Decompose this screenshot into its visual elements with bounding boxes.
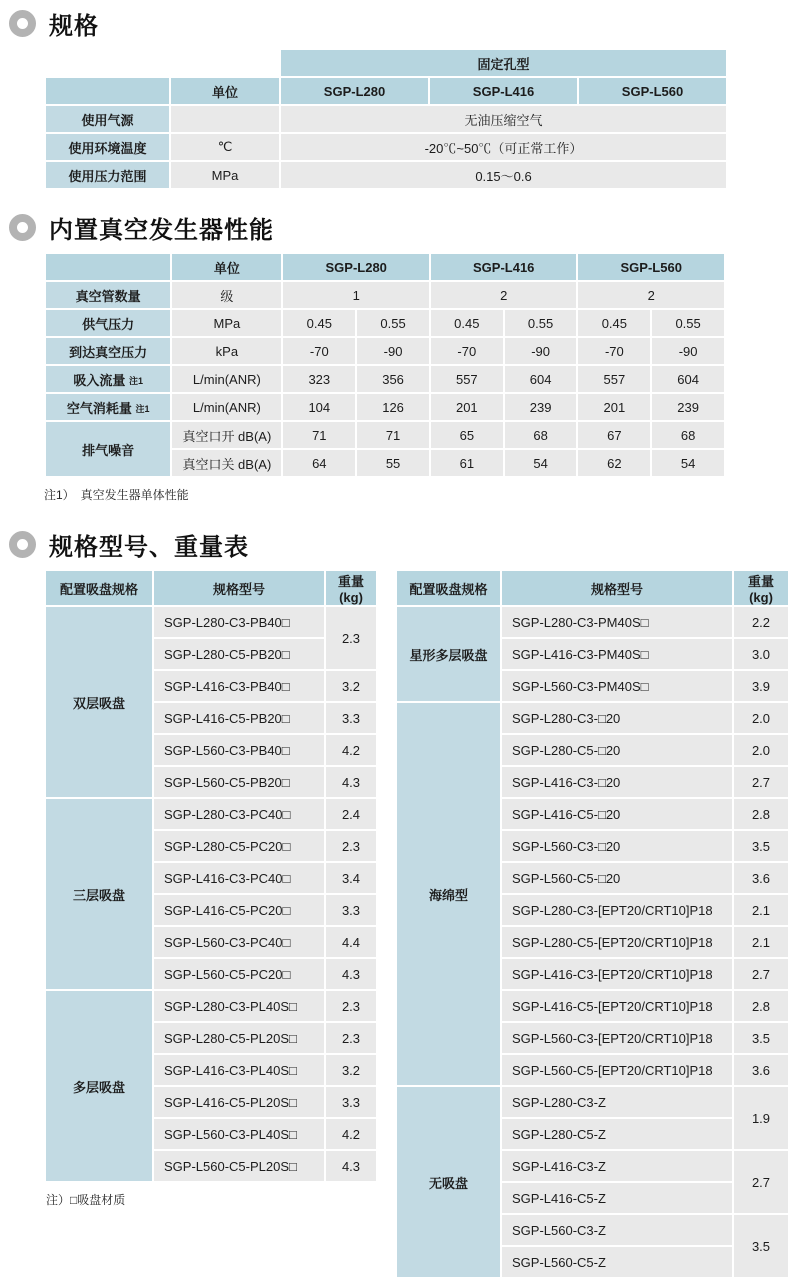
ring-icon: [9, 10, 36, 37]
weight-cell: 2.3: [326, 991, 376, 1021]
unit-cell: 级: [172, 282, 281, 308]
row-label: 使用环境温度: [46, 134, 169, 160]
table-row: [397, 703, 788, 733]
group-cell: 星形多层吸盘: [397, 607, 500, 701]
column-header-model: SGP-L560: [579, 78, 726, 104]
model-cell: SGP-L280-C5-[EPT20/CRT10]P18: [502, 927, 732, 957]
footnote-marker: 注1: [135, 403, 150, 414]
group-cell: 无吸盘: [397, 1087, 500, 1277]
column-header-model: SGP-L280: [281, 78, 428, 104]
weight-cell: 3.3: [326, 895, 376, 925]
column-header-model: 规格型号: [502, 571, 732, 605]
model-cell: SGP-L560-C5-[EPT20/CRT10]P18: [502, 1055, 732, 1085]
section-weight-header: [9, 527, 800, 562]
unit-cell: kPa: [172, 338, 281, 364]
weight-cell: 4.2: [326, 735, 376, 765]
weight-cell: 3.0: [734, 639, 788, 669]
model-cell: SGP-L560-C5-□20: [502, 863, 732, 893]
value-cell: 126: [357, 394, 429, 420]
model-cell: SGP-L280-C3-[EPT20/CRT10]P18: [502, 895, 732, 925]
table-row: [46, 106, 726, 132]
weight-cell: 2.1: [734, 895, 788, 925]
table-row: [46, 310, 724, 336]
model-cell: SGP-L416-C3-PL40S□: [154, 1055, 324, 1085]
table-row: [46, 991, 376, 1021]
value-cell: 104: [283, 394, 355, 420]
column-header-model: SGP-L416: [430, 78, 577, 104]
model-cell: SGP-L280-C3-PB40□: [154, 607, 324, 637]
weight-cell: 4.4: [326, 927, 376, 957]
model-cell: SGP-L560-C5-PB20□: [154, 767, 324, 797]
model-cell: SGP-L280-C5-PB20□: [154, 639, 324, 669]
group-cell: 三层吸盘: [46, 799, 152, 989]
model-cell: SGP-L280-C3-PC40□: [154, 799, 324, 829]
value-cell: 71: [357, 422, 429, 448]
weight-cell: 2.1: [734, 927, 788, 957]
value-cell: 55: [357, 450, 429, 476]
value-cell: 54: [652, 450, 724, 476]
unit-cell: 真空口关 dB(A): [172, 450, 281, 476]
weight-cell: 4.3: [326, 959, 376, 989]
weight-cell: 3.5: [734, 1023, 788, 1053]
weight-cell: 2.2: [734, 607, 788, 637]
page-title: 规格: [49, 13, 99, 40]
weight-cell: 2.8: [734, 799, 788, 829]
column-header-pad: 配置吸盘规格: [46, 571, 152, 605]
value-cell: 0.15～0.6: [281, 162, 726, 188]
model-cell: SGP-L416-C3-PB40□: [154, 671, 324, 701]
model-cell: SGP-L416-C3-[EPT20/CRT10]P18: [502, 959, 732, 989]
group-cell: 海绵型: [397, 703, 500, 1085]
weight-cell: 3.5: [734, 1215, 788, 1277]
row-label: 使用压力范围: [46, 162, 169, 188]
fixed-orifice-banner: 固定孔型: [281, 50, 726, 76]
model-cell: SGP-L560-C3-□20: [502, 831, 732, 861]
weight-cell: 4.3: [326, 767, 376, 797]
unit-cell: L/min(ANR): [172, 366, 281, 392]
value-cell: 0.45: [578, 310, 650, 336]
column-header-pad: 配置吸盘规格: [397, 571, 500, 605]
table-row: [46, 338, 724, 364]
model-cell: SGP-L416-C5-Z: [502, 1183, 732, 1213]
model-cell: SGP-L560-C3-Z: [502, 1215, 732, 1245]
table-row: [46, 50, 726, 76]
value-cell: 68: [652, 422, 724, 448]
table-row: [46, 162, 726, 188]
weight-cell: 3.6: [734, 863, 788, 893]
table-row: [46, 254, 724, 280]
row-label: 到达真空压力: [46, 338, 170, 364]
value-cell: 323: [283, 366, 355, 392]
model-cell: SGP-L560-C5-Z: [502, 1247, 732, 1277]
weight-cell: 2.3: [326, 831, 376, 861]
model-cell: SGP-L416-C3-Z: [502, 1151, 732, 1181]
column-header-unit: 单位: [171, 78, 279, 104]
row-label: 供气压力: [46, 310, 170, 336]
weight-cell: 2.8: [734, 991, 788, 1021]
row-label: 使用气源: [46, 106, 169, 132]
value-cell: 1: [283, 282, 429, 308]
value-cell: 604: [652, 366, 724, 392]
unit-cell: ℃: [171, 134, 279, 160]
value-cell: -70: [431, 338, 503, 364]
weight-cell: 3.5: [734, 831, 788, 861]
table-row: [46, 394, 724, 420]
model-cell: SGP-L280-C5-Z: [502, 1119, 732, 1149]
weight-cell: 3.3: [326, 703, 376, 733]
model-cell: SGP-L280-C5-PL20S□: [154, 1023, 324, 1053]
model-cell: SGP-L416-C5-PL20S□: [154, 1087, 324, 1117]
model-cell: SGP-L280-C3-Z: [502, 1087, 732, 1117]
weight-cell: 4.3: [326, 1151, 376, 1181]
column-header-unit: 单位: [172, 254, 281, 280]
model-cell: SGP-L560-C3-[EPT20/CRT10]P18: [502, 1023, 732, 1053]
unit-cell: MPa: [171, 162, 279, 188]
table-row: [46, 571, 376, 605]
weight-cell: 1.9: [734, 1087, 788, 1149]
value-cell: 67: [578, 422, 650, 448]
table-row: [397, 607, 788, 637]
material-footnote: 注）□吸盘材质: [46, 1193, 126, 1207]
spec-table: [44, 48, 728, 190]
row-label: 排气噪音: [46, 422, 170, 476]
value-cell: 62: [578, 450, 650, 476]
value-cell: 201: [431, 394, 503, 420]
model-cell: SGP-L280-C5-□20: [502, 735, 732, 765]
unit-cell: L/min(ANR): [172, 394, 281, 420]
table-row: [397, 1087, 788, 1117]
weight-table-right: [395, 569, 790, 1279]
value-cell: -20℃~50℃（可正常工作）: [281, 134, 726, 160]
column-header-weight: 重量(kg): [326, 571, 376, 605]
value-cell: 61: [431, 450, 503, 476]
model-cell: SGP-L560-C5-PC20□: [154, 959, 324, 989]
table-row: [397, 571, 788, 605]
model-cell: SGP-L416-C3-□20: [502, 767, 732, 797]
value-cell: 0.45: [283, 310, 355, 336]
model-cell: SGP-L416-C3-PM40S□: [502, 639, 732, 669]
value-cell: 2: [431, 282, 577, 308]
value-cell: 0.55: [652, 310, 724, 336]
row-label: [46, 366, 170, 392]
unit-cell: 真空口开 dB(A): [172, 422, 281, 448]
weight-cell: 3.3: [326, 1087, 376, 1117]
model-cell: SGP-L416-C5-[EPT20/CRT10]P18: [502, 991, 732, 1021]
value-cell: 0.55: [505, 310, 577, 336]
row-label-text: 空气消耗量: [66, 400, 132, 416]
performance-footnote: 注1） 真空发生器单体性能: [44, 488, 189, 502]
ring-icon: [9, 214, 36, 241]
value-cell: 239: [652, 394, 724, 420]
table-row: [46, 799, 376, 829]
weight-cell: 3.9: [734, 671, 788, 701]
value-cell: 无油压缩空气: [281, 106, 726, 132]
value-cell: -90: [652, 338, 724, 364]
column-header-model: SGP-L416: [431, 254, 577, 280]
section-title: 规格型号、重量表: [49, 534, 249, 561]
value-cell: 68: [505, 422, 577, 448]
weight-cell: 2.0: [734, 735, 788, 765]
weight-cell: 3.6: [734, 1055, 788, 1085]
table-row: [46, 366, 724, 392]
column-header-model: SGP-L560: [578, 254, 724, 280]
section-title: 内置真空发生器性能: [49, 217, 274, 244]
model-cell: SGP-L280-C3-□20: [502, 703, 732, 733]
weight-cell: 2.7: [734, 767, 788, 797]
unit-cell: MPa: [172, 310, 281, 336]
row-label: 真空管数量: [46, 282, 170, 308]
value-cell: 0.45: [431, 310, 503, 336]
model-cell: SGP-L560-C3-PM40S□: [502, 671, 732, 701]
table-row: [46, 607, 376, 637]
weight-tables-container: [44, 569, 800, 1279]
value-cell: 54: [505, 450, 577, 476]
weight-cell: 2.7: [734, 959, 788, 989]
group-cell: 双层吸盘: [46, 607, 152, 797]
value-cell: 64: [283, 450, 355, 476]
model-cell: SGP-L560-C3-PL40S□: [154, 1119, 324, 1149]
weight-cell: 2.3: [326, 1023, 376, 1053]
weight-cell: 3.2: [326, 671, 376, 701]
column-header-empty: [46, 254, 170, 280]
model-cell: SGP-L560-C5-PL20S□: [154, 1151, 324, 1181]
row-label-text: 吸入流量: [73, 372, 126, 388]
group-cell: 多层吸盘: [46, 991, 152, 1181]
ring-icon: [9, 531, 36, 558]
value-cell: 0.55: [357, 310, 429, 336]
weight-table-left-column: [44, 569, 378, 1208]
column-header-model: SGP-L280: [283, 254, 429, 280]
table-row: [46, 78, 726, 104]
value-cell: 557: [431, 366, 503, 392]
column-header-weight: 重量(kg): [734, 571, 788, 605]
column-header-empty: [46, 78, 169, 104]
table-row: [46, 282, 724, 308]
model-cell: SGP-L416-C3-PC40□: [154, 863, 324, 893]
value-cell: 239: [505, 394, 577, 420]
value-cell: 201: [578, 394, 650, 420]
weight-cell: 3.4: [326, 863, 376, 893]
footnote-marker: 注1: [128, 375, 143, 386]
model-cell: SGP-L416-C5-PB20□: [154, 703, 324, 733]
section-spec-header: [9, 6, 800, 41]
performance-table: [44, 252, 726, 478]
table-row: [46, 134, 726, 160]
weight-cell: 4.2: [326, 1119, 376, 1149]
value-cell: -70: [283, 338, 355, 364]
model-cell: SGP-L416-C5-PC20□: [154, 895, 324, 925]
unit-cell: [171, 106, 279, 132]
value-cell: -90: [357, 338, 429, 364]
section-performance-header: [9, 210, 800, 245]
spacer-cell: [46, 50, 279, 76]
value-cell: 71: [283, 422, 355, 448]
weight-cell: 3.2: [326, 1055, 376, 1085]
model-cell: SGP-L560-C3-PB40□: [154, 735, 324, 765]
weight-table-left: [44, 569, 378, 1183]
model-cell: SGP-L280-C3-PL40S□: [154, 991, 324, 1021]
model-cell: SGP-L560-C3-PC40□: [154, 927, 324, 957]
weight-cell: 2.3: [326, 607, 376, 669]
weight-cell: 2.7: [734, 1151, 788, 1213]
value-cell: -90: [505, 338, 577, 364]
value-cell: 356: [357, 366, 429, 392]
weight-cell: 2.0: [734, 703, 788, 733]
value-cell: 2: [578, 282, 724, 308]
value-cell: 604: [505, 366, 577, 392]
model-cell: SGP-L280-C3-PM40S□: [502, 607, 732, 637]
table-row: [46, 422, 724, 448]
weight-cell: 2.4: [326, 799, 376, 829]
column-header-model: 规格型号: [154, 571, 324, 605]
value-cell: 65: [431, 422, 503, 448]
model-cell: SGP-L416-C5-□20: [502, 799, 732, 829]
row-label: [46, 394, 170, 420]
value-cell: -70: [578, 338, 650, 364]
value-cell: 557: [578, 366, 650, 392]
model-cell: SGP-L280-C5-PC20□: [154, 831, 324, 861]
